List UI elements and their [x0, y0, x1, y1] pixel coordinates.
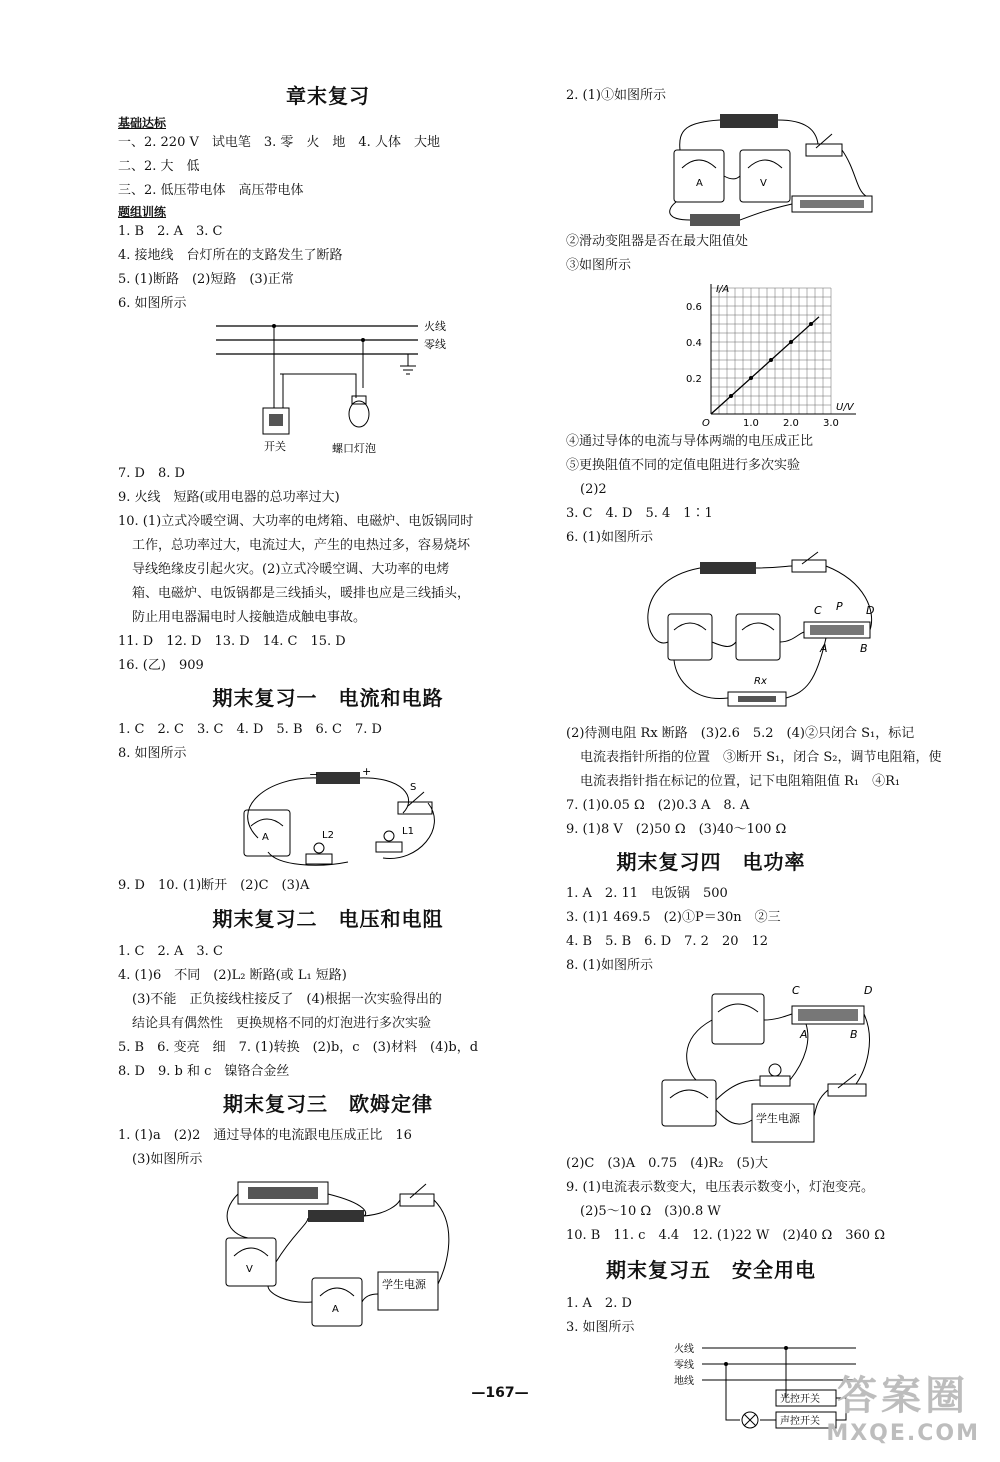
answer-line: 10. (1)立式冷暖空调、大功率的电烤箱、电磁炉、电饭锅同时 — [118, 514, 474, 529]
figure-circuit-ohm — [118, 1174, 538, 1330]
lamp-l2-label: L2 — [322, 830, 334, 841]
answer-line: 二、2. 大 低 — [118, 159, 200, 174]
answer-line: (2)2 — [580, 482, 607, 497]
page-number: —167— — [471, 1385, 529, 1401]
y-tick: 0.6 — [686, 302, 702, 313]
terminal-d-label-6: D — [864, 984, 873, 997]
y-tick: 0.4 — [686, 338, 702, 349]
answer-line: ③如图所示 — [566, 258, 632, 273]
answer-line: 8. 如图所示 — [118, 746, 187, 761]
section-title-4: 期末复习四 电功率 — [616, 850, 806, 874]
ammeter-label-4: A — [696, 178, 703, 189]
answer-line: 9. (1)8 V (2)50 Ω (3)40～100 Ω — [566, 822, 787, 837]
switch-s-label: S — [410, 782, 417, 793]
answer-line: 2. (1)①如图所示 — [566, 88, 666, 103]
iu-graph — [566, 280, 856, 430]
answer-line: (2)C (3)A 0.75 (4)R₂ (5)大 — [566, 1156, 768, 1171]
answer-line: 16. (乙) 909 — [118, 658, 204, 673]
terminal-p-label: P — [836, 600, 843, 613]
answer-line: (2)5～10 Ω (3)0.8 W — [580, 1204, 721, 1219]
terminal-b-label: B — [860, 642, 868, 655]
answer-line: 1. A 2. D — [566, 1296, 632, 1311]
subheading-training: 题组训练 — [118, 205, 167, 219]
power-supply-label: 学生电源 — [382, 1278, 426, 1291]
left-column — [118, 78, 538, 1330]
answer-line: 6. 如图所示 — [118, 296, 187, 311]
answer-line: 8. D 9. b 和 c 镍铬合金丝 — [118, 1064, 290, 1079]
watermark-url: MXQE.COM — [826, 1421, 980, 1446]
answer-line: 1. C 2. A 3. C — [118, 944, 223, 959]
answer-line: 箱、电磁炉、电饭锅都是三线插头，暖排也应是三线插头， — [132, 586, 471, 601]
sound-switch-label: 声控开关 — [780, 1416, 820, 1427]
data-point — [809, 322, 813, 326]
x-tick: 1.0 — [743, 418, 759, 429]
answer-line: 9. D 10. (1)断开 (2)C (3)A — [118, 878, 310, 893]
section-title-2: 期末复习二 电压和电阻 — [212, 907, 444, 931]
answer-line: (3)如图所示 — [132, 1152, 203, 1167]
terminal-a-label-6: A — [800, 1028, 808, 1041]
answer-line: 1. C 2. C 3. C 4. D 5. B 6. C 7. D — [118, 722, 382, 737]
answer-line: (2)待测电阻 Rx 断路 (3)2.6 5.2 (4)②只闭合 S₁，标记 — [566, 726, 915, 741]
ground-wire-label-7: 地线 — [674, 1376, 694, 1387]
svg-text:−: − — [309, 768, 319, 781]
power-supply-label-6: 学生电源 — [756, 1112, 800, 1125]
answer-line: (3)不能 正负接线柱接反了 (4)根据一次实验得出的 — [132, 992, 442, 1007]
x-axis-label: U/V — [836, 402, 854, 413]
section-title-5: 期末复习五 安全用电 — [606, 1258, 816, 1282]
answer-line: 三、2. 低压带电体 高压带电体 — [118, 183, 304, 198]
live-wire-label-7: 火线 — [674, 1344, 694, 1355]
answer-line: 电流表指针所指的位置 ③断开 S₁，闭合 S₂，调节电阻箱，使 — [580, 750, 942, 765]
data-point — [749, 376, 753, 380]
answer-line: 11. D 12. D 13. D 14. C 15. D — [118, 634, 346, 649]
answer-line: 4. B 5. B 6. D 7. 2 20 12 — [566, 934, 769, 949]
data-point — [769, 358, 773, 362]
answer-line: 1. B 2. A 3. C — [118, 224, 223, 239]
answer-line: 8. (1)如图所示 — [566, 958, 653, 973]
answer-line: 9. (1)电流表示数变大，电压表示数变小，灯泡变亮。 — [566, 1180, 874, 1195]
section-title-3: 期末复习三 欧姆定律 — [223, 1092, 433, 1116]
ammeter-label: A — [262, 832, 269, 843]
watermark-logo-text: 答案圈 — [837, 1373, 970, 1419]
resistor-rx-label: Rx — [754, 676, 767, 687]
y-tick: 0.2 — [686, 374, 702, 385]
chapter-review-title: 章末复习 — [286, 84, 370, 108]
answer-line: 防止用电器漏电时人接触造成触电事故。 — [132, 610, 367, 625]
answer-line: 5. (1)断路 (2)短路 (3)正常 — [118, 272, 294, 287]
figure-circuit-rx — [566, 552, 875, 722]
answer-line: 10. B 11. c 4.4 12. (1)22 W (2)40 Ω 360 Ω — [566, 1228, 885, 1243]
answer-line: 1. (1)a (2)2 通过导体的电流跟电压成正比 16 — [118, 1128, 412, 1143]
answer-line: 一、2. 220 V 试电笔 3. 零 火 地 4. 人体 大地 — [118, 135, 440, 150]
answer-line: ②滑动变阻器是否在最大阻值处 — [566, 234, 749, 249]
answer-line: 7. D 8. D — [118, 466, 185, 481]
data-point — [789, 340, 793, 344]
voltmeter-label-4: V — [760, 178, 767, 189]
graph-grid — [711, 288, 831, 414]
x-tick: 3.0 — [823, 418, 839, 429]
neutral-wire-label: 零线 — [424, 338, 446, 351]
terminal-c-label-6: C — [792, 984, 800, 997]
neutral-wire-label-7: 零线 — [674, 1360, 694, 1371]
answer-line: 1. A 2. 11 电饭锅 500 — [566, 886, 728, 901]
answer-line: 工作，总功率过大，电流过大，产生的电热过多，容易烧坏 — [132, 538, 471, 553]
switch-label: 开关 — [264, 440, 286, 453]
figure-circuit-power — [566, 980, 873, 1152]
answer-line: 结论具有偶然性 更换规格不同的灯泡进行多次实验 — [132, 1016, 432, 1031]
origin-label: O — [702, 418, 710, 429]
svg-text:+: + — [362, 765, 372, 778]
answer-line: 4. (1)6 不同 (2)L₂ 断路(或 L₁ 短路) — [118, 968, 347, 983]
answer-line: 6. (1)如图所示 — [566, 530, 653, 545]
data-point — [729, 394, 733, 398]
answer-line: ④通过导体的电流与导体两端的电压成正比 — [566, 434, 814, 449]
ammeter-label-3: A — [332, 1304, 339, 1315]
voltmeter-label: V — [246, 1264, 253, 1275]
x-tick: 2.0 — [783, 418, 799, 429]
terminal-b-label-6: B — [850, 1028, 858, 1041]
answer-line: 3. 如图所示 — [566, 1320, 635, 1335]
answer-line: 9. 火线 短路(或用电器的总功率过大) — [118, 490, 340, 505]
answer-line: 3. C 4. D 5. 4 1∶1 — [566, 506, 713, 521]
y-axis-label: I/A — [716, 284, 730, 295]
section-title-1: 期末复习一 电流和电路 — [212, 686, 444, 710]
answer-line: 电流表指针指在标记的位置，记下电阻箱阻值 R₁ ④R₁ — [580, 774, 901, 789]
answer-line: ⑤更换阻值不同的定值电阻进行多次实验 — [566, 458, 801, 473]
terminal-c-label: C — [814, 604, 822, 617]
live-wire-label: 火线 — [424, 320, 446, 333]
figure-circuit-1 — [118, 765, 538, 874]
terminal-a-label: A — [820, 642, 828, 655]
watermark — [826, 1364, 980, 1446]
answer-line: 7. (1)0.05 Ω (2)0.3 A 8. A — [566, 798, 750, 813]
subheading-basic: 基础达标 — [118, 116, 167, 130]
bulb-label: 螺口灯泡 — [332, 442, 376, 455]
figure-circuit-exp — [566, 110, 856, 230]
light-switch-label: 光控开关 — [780, 1394, 820, 1405]
lamp-l1-label: L1 — [402, 826, 414, 837]
answer-line: 导线绝缘皮引起火灾。(2)立式冷暖空调、大功率的电烤 — [132, 562, 450, 577]
answer-line: 5. B 6. 变亮 细 7. (1)转换 (2)b，c (3)材料 (4)b，d — [118, 1040, 479, 1055]
answer-line: 3. (1)1 469.5 (2)①P＝30n ②三 — [566, 910, 781, 925]
terminal-d-label: D — [866, 604, 875, 617]
answer-line: 4. 接地线 台灯所在的支路发生了断路 — [118, 248, 343, 263]
figure-home-wiring — [118, 318, 538, 462]
